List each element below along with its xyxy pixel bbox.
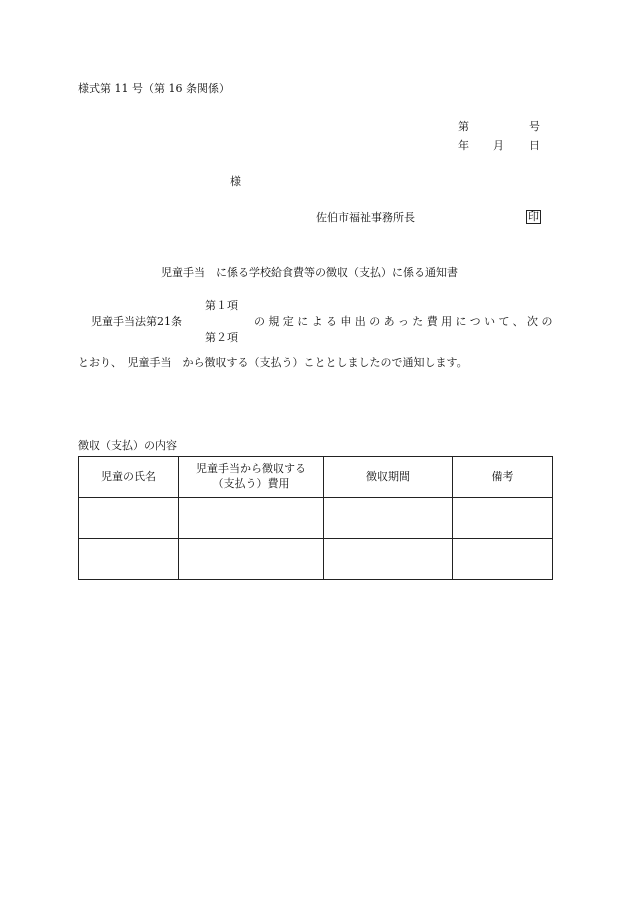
table-row bbox=[79, 539, 553, 580]
document-number-suffix: 号 bbox=[529, 120, 540, 133]
table-header-row bbox=[79, 457, 553, 498]
cell-child-name[interactable] bbox=[79, 539, 179, 580]
cell-child-name[interactable] bbox=[79, 498, 179, 539]
cell-period[interactable] bbox=[324, 539, 453, 580]
body-line2: とおり、 児童手当 から徴収する（支払う）こととしましたので通知します。 bbox=[78, 356, 468, 369]
seal-label: 印 bbox=[528, 210, 539, 223]
cell-cost[interactable] bbox=[179, 539, 324, 580]
header-cost-label: 児童手当から徴収する （支払う）費用 bbox=[196, 462, 306, 490]
cell-remarks[interactable] bbox=[453, 539, 553, 580]
body-line1-rest: の規定による申出のあった費用について、次の bbox=[254, 315, 556, 328]
header-remarks: 備考 bbox=[453, 457, 553, 498]
cell-cost[interactable] bbox=[179, 498, 324, 539]
clause-1: 第１項 bbox=[205, 299, 238, 312]
collection-content-table bbox=[78, 456, 553, 580]
header-child-name: 児童の氏名 bbox=[79, 457, 179, 498]
document-title: 児童手当 に係る学校給食費等の徴収（支払）に係る通知書 bbox=[161, 266, 458, 279]
clause-2: 第２項 bbox=[205, 331, 238, 344]
cell-period[interactable] bbox=[324, 498, 453, 539]
header-cost bbox=[179, 457, 324, 498]
cell-remarks[interactable] bbox=[453, 498, 553, 539]
table-row bbox=[79, 498, 553, 539]
section-title: 徴収（支払）の内容 bbox=[78, 439, 177, 452]
document-number-prefix: 第 bbox=[458, 120, 469, 133]
form-number: 様式第 11 号（第 16 条関係） bbox=[78, 82, 230, 95]
issuer-title: 佐伯市福祉事務所長 bbox=[316, 211, 415, 224]
date-year: 年 bbox=[458, 139, 469, 152]
seal-stamp bbox=[526, 210, 541, 224]
header-period: 徴収期間 bbox=[324, 457, 453, 498]
date-month: 月 bbox=[493, 139, 504, 152]
law-reference: 児童手当法第21条 bbox=[91, 315, 182, 328]
date-day: 日 bbox=[529, 139, 540, 152]
addressee-suffix: 様 bbox=[230, 175, 241, 188]
